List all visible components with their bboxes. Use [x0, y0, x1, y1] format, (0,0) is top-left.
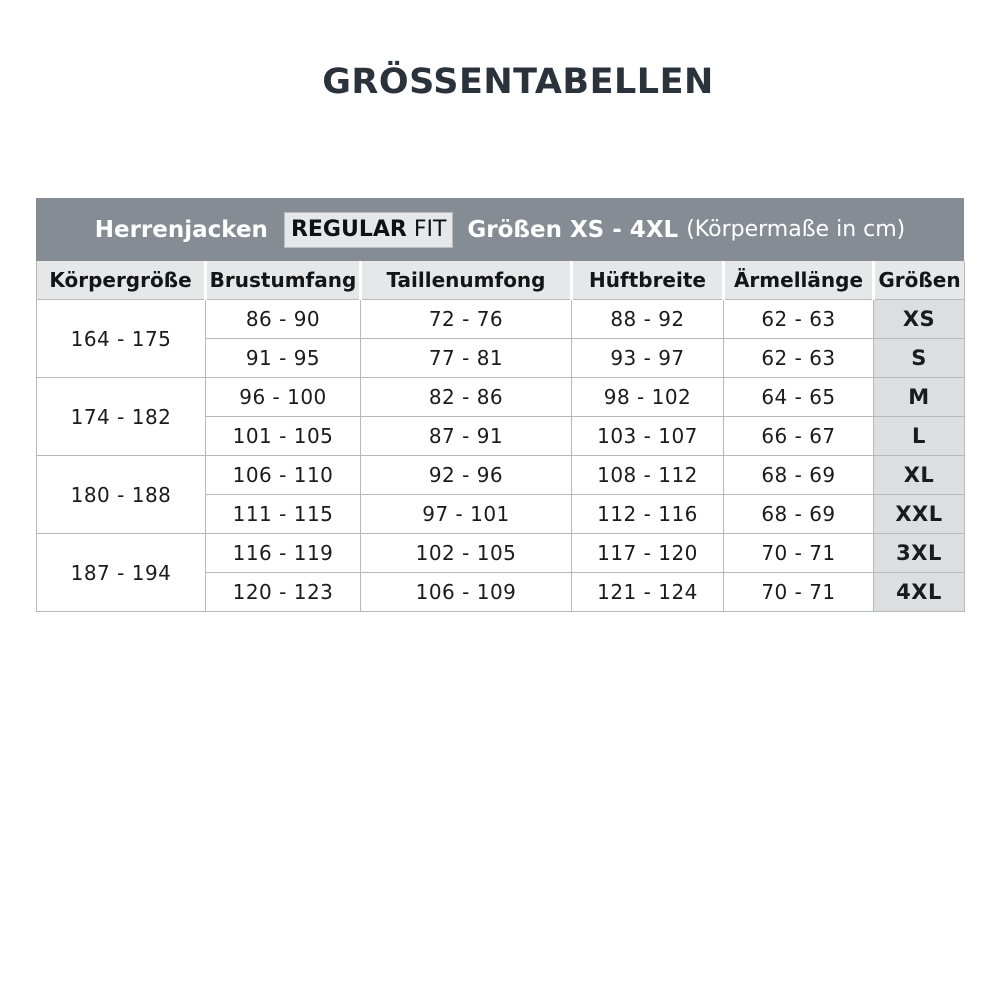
chest-cell: 96 - 100	[206, 378, 361, 417]
header-row	[37, 261, 965, 300]
size-cell: 3XL	[874, 534, 965, 573]
chest-cell: 116 - 119	[206, 534, 361, 573]
table-row	[37, 534, 965, 573]
body-height-cell: 180 - 188	[37, 456, 206, 534]
fit-badge-normal: FIT	[406, 216, 447, 242]
sleeve-cell: 68 - 69	[724, 456, 874, 495]
waist-cell: 87 - 91	[361, 417, 572, 456]
size-cell: 4XL	[874, 573, 965, 612]
banner-product: Herrenjacken	[94, 216, 268, 243]
body-height-cell: 187 - 194	[37, 534, 206, 612]
body-height-cell: 164 - 175	[37, 300, 206, 378]
header-waist: Taillenumfong	[361, 261, 572, 300]
table-banner	[36, 198, 964, 261]
table-row	[37, 378, 965, 417]
chest-cell: 106 - 110	[206, 456, 361, 495]
table-row	[37, 456, 965, 495]
chest-cell: 91 - 95	[206, 339, 361, 378]
hip-cell: 98 - 102	[572, 378, 724, 417]
table-row	[37, 300, 965, 339]
waist-cell: 92 - 96	[361, 456, 572, 495]
hip-cell: 117 - 120	[572, 534, 724, 573]
hip-cell: 93 - 97	[572, 339, 724, 378]
size-grid	[36, 261, 965, 612]
hip-cell: 121 - 124	[572, 573, 724, 612]
banner-size-range: Größen XS - 4XL	[467, 216, 679, 243]
sleeve-cell: 64 - 65	[724, 378, 874, 417]
page-title: GRÖSSENTABELLEN	[322, 62, 714, 102]
sleeve-cell: 68 - 69	[724, 495, 874, 534]
fit-badge-bold: REGULAR	[290, 216, 407, 242]
waist-cell: 82 - 86	[361, 378, 572, 417]
banner-note: (Körpermaße in cm)	[686, 217, 906, 242]
chest-cell: 101 - 105	[206, 417, 361, 456]
size-cell: L	[874, 417, 965, 456]
hip-cell: 108 - 112	[572, 456, 724, 495]
size-cell: XXL	[874, 495, 965, 534]
sleeve-cell: 62 - 63	[724, 300, 874, 339]
sleeve-cell: 66 - 67	[724, 417, 874, 456]
header-sleeve: Ärmellänge	[724, 261, 874, 300]
chest-cell: 120 - 123	[206, 573, 361, 612]
size-cell: XL	[874, 456, 965, 495]
hip-cell: 88 - 92	[572, 300, 724, 339]
chest-cell: 111 - 115	[206, 495, 361, 534]
size-cell: M	[874, 378, 965, 417]
waist-cell: 77 - 81	[361, 339, 572, 378]
sleeve-cell: 70 - 71	[724, 573, 874, 612]
sleeve-cell: 70 - 71	[724, 534, 874, 573]
body-height-cell: 174 - 182	[37, 378, 206, 456]
hip-cell: 112 - 116	[572, 495, 724, 534]
chest-cell: 86 - 90	[206, 300, 361, 339]
waist-cell: 72 - 76	[361, 300, 572, 339]
fit-badge	[284, 212, 453, 248]
size-cell: S	[874, 339, 965, 378]
header-size: Größen	[874, 261, 965, 300]
waist-cell: 102 - 105	[361, 534, 572, 573]
header-body-height: Körpergröße	[37, 261, 206, 300]
header-chest: Brustumfang	[206, 261, 361, 300]
size-table	[36, 198, 964, 612]
waist-cell: 97 - 101	[361, 495, 572, 534]
header-hip: Hüftbreite	[572, 261, 724, 300]
sleeve-cell: 62 - 63	[724, 339, 874, 378]
hip-cell: 103 - 107	[572, 417, 724, 456]
waist-cell: 106 - 109	[361, 573, 572, 612]
size-cell: XS	[874, 300, 965, 339]
